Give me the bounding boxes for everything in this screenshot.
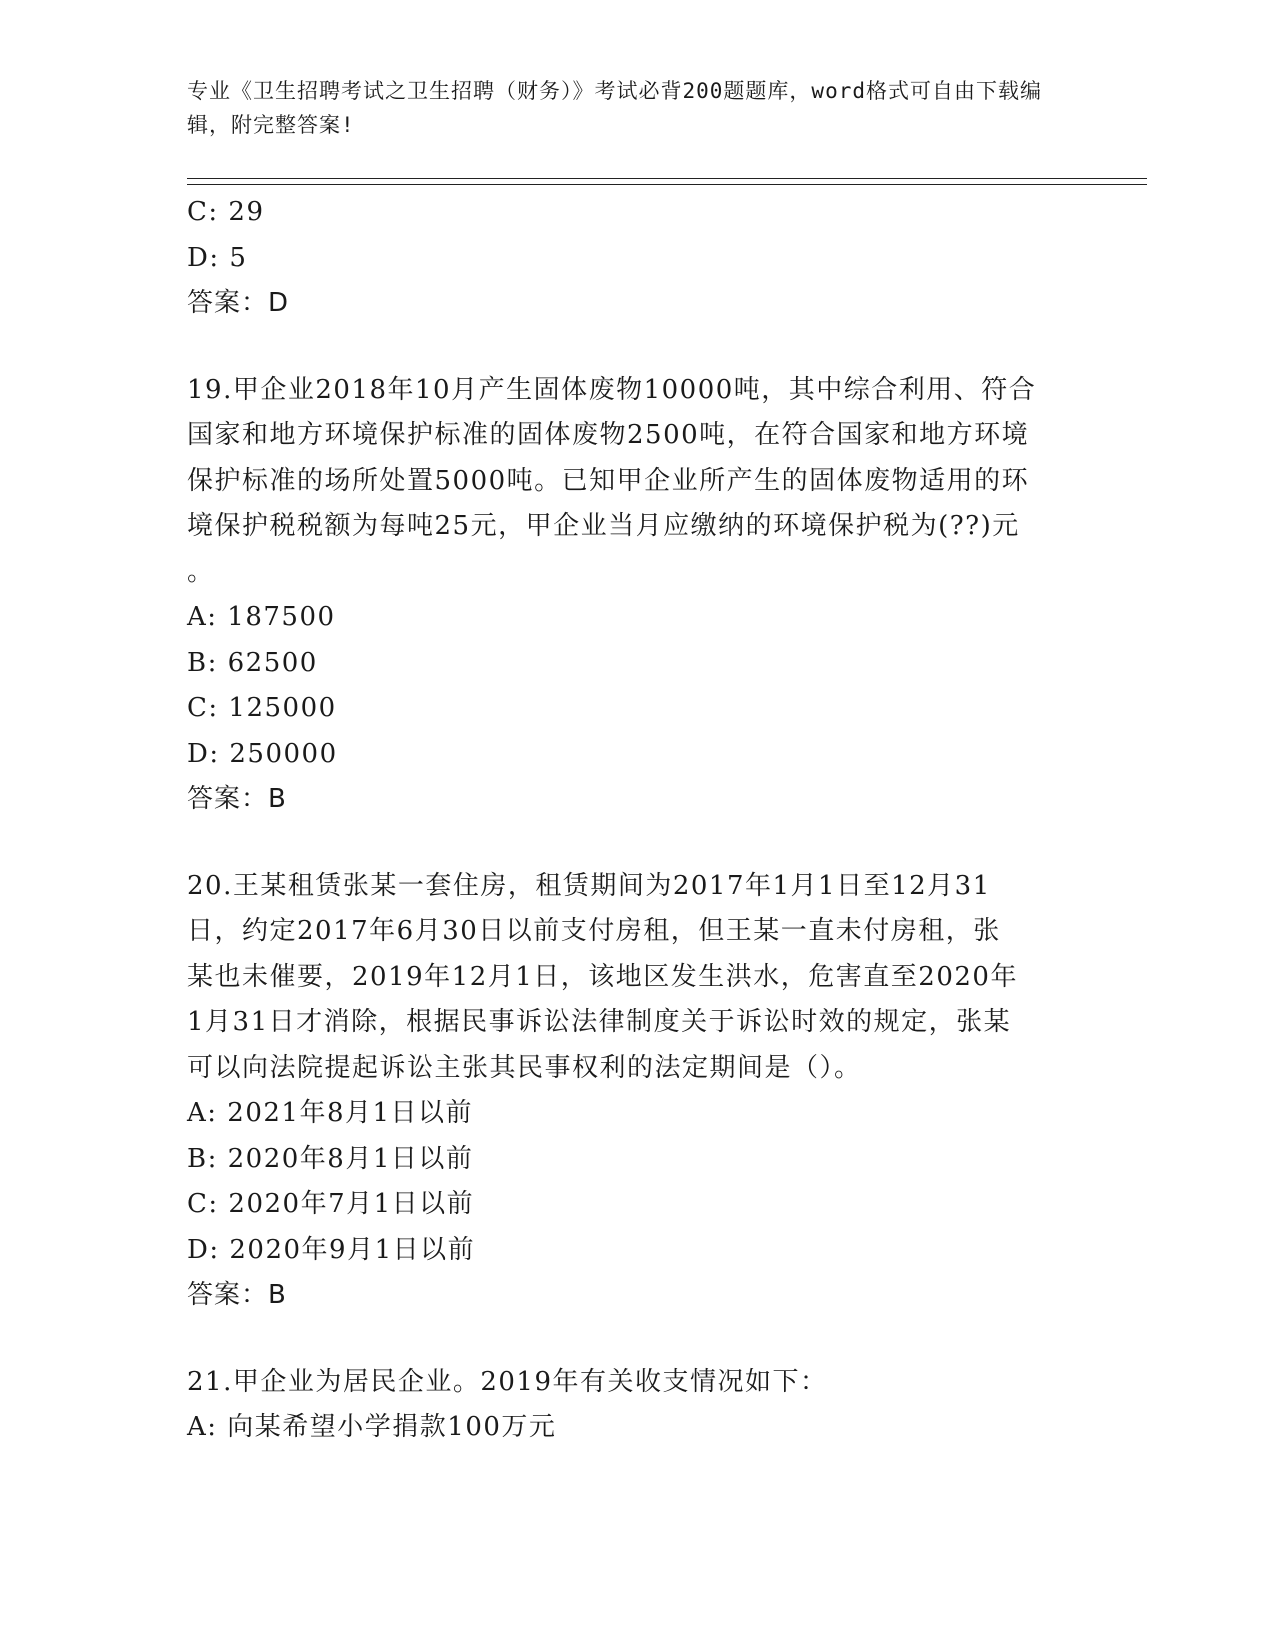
spacer xyxy=(187,823,1067,864)
option-d: D: 5 xyxy=(187,242,248,273)
question-stem-line: 1月31日才消除，根据民事诉讼法律制度关于诉讼时效的规定，张某 xyxy=(187,1007,1012,1037)
question-stem-line: 境保护税税额为每吨25元，甲企业当月应缴纳的环境保护税为(??)元 xyxy=(187,511,1020,541)
question-stem-line: 国家和地方环境保护标准的固体废物2500吨，在符合国家和地方环境 xyxy=(187,420,1030,450)
question-stem-line: 可以向法院提起诉讼主张其民事权利的法定期间是（）。 xyxy=(187,1052,862,1083)
question-19 xyxy=(187,368,1067,823)
question-list xyxy=(187,190,1067,1451)
question-stem-line: 日，约定2017年6月30日以前支付房租，但王某一直未付房租，张 xyxy=(187,916,1001,946)
answer: 答案：B xyxy=(187,784,287,814)
answer: 答案：B xyxy=(187,1280,287,1310)
option-b: B: 62500 xyxy=(187,647,318,678)
spacer xyxy=(187,327,1067,368)
question-18-tail xyxy=(187,190,1067,327)
option-c: C: 29 xyxy=(187,197,265,227)
option-d: D: 250000 xyxy=(187,738,338,769)
option-c: C: 2020年7月1日以前 xyxy=(187,1189,475,1219)
question-stem-line: 20.王某租赁张某一套住房，租赁期间为2017年1月1日至12月31 xyxy=(187,870,991,901)
option-a: A: 向某希望小学捐款100万元 xyxy=(187,1412,557,1442)
document-title: 专业《卫生招聘考试之卫生招聘（财务）》考试必背200题题库，word格式可自由下载编辑，附完整答案! xyxy=(187,79,1042,137)
question-stem-line: 。 xyxy=(187,556,215,587)
document-header xyxy=(187,74,1067,142)
option-b: B: 2020年8月1日以前 xyxy=(187,1143,474,1174)
question-stem-line: 19.甲企业2018年10月产生固体废物10000吨，其中综合利用、符合 xyxy=(187,374,1037,405)
spacer xyxy=(187,1319,1067,1360)
option-a: A: 187500 xyxy=(187,602,336,632)
question-20 xyxy=(187,864,1067,1319)
option-c: C: 125000 xyxy=(187,693,337,723)
question-stem-line: 保护标准的场所处置5000吨。已知甲企业所产生的固体废物适用的环 xyxy=(187,465,1030,496)
option-d: D: 2020年9月1日以前 xyxy=(187,1234,476,1265)
option-a: A: 2021年8月1日以前 xyxy=(187,1098,474,1128)
answer: 答案：D xyxy=(187,288,290,318)
question-stem-line: 某也未催要，2019年12月1日，该地区发生洪水，危害直至2020年 xyxy=(187,961,1018,992)
question-21 xyxy=(187,1360,1067,1451)
header-divider xyxy=(187,178,1147,185)
question-stem-line: 21.甲企业为居民企业。2019年有关收支情况如下： xyxy=(187,1366,828,1397)
